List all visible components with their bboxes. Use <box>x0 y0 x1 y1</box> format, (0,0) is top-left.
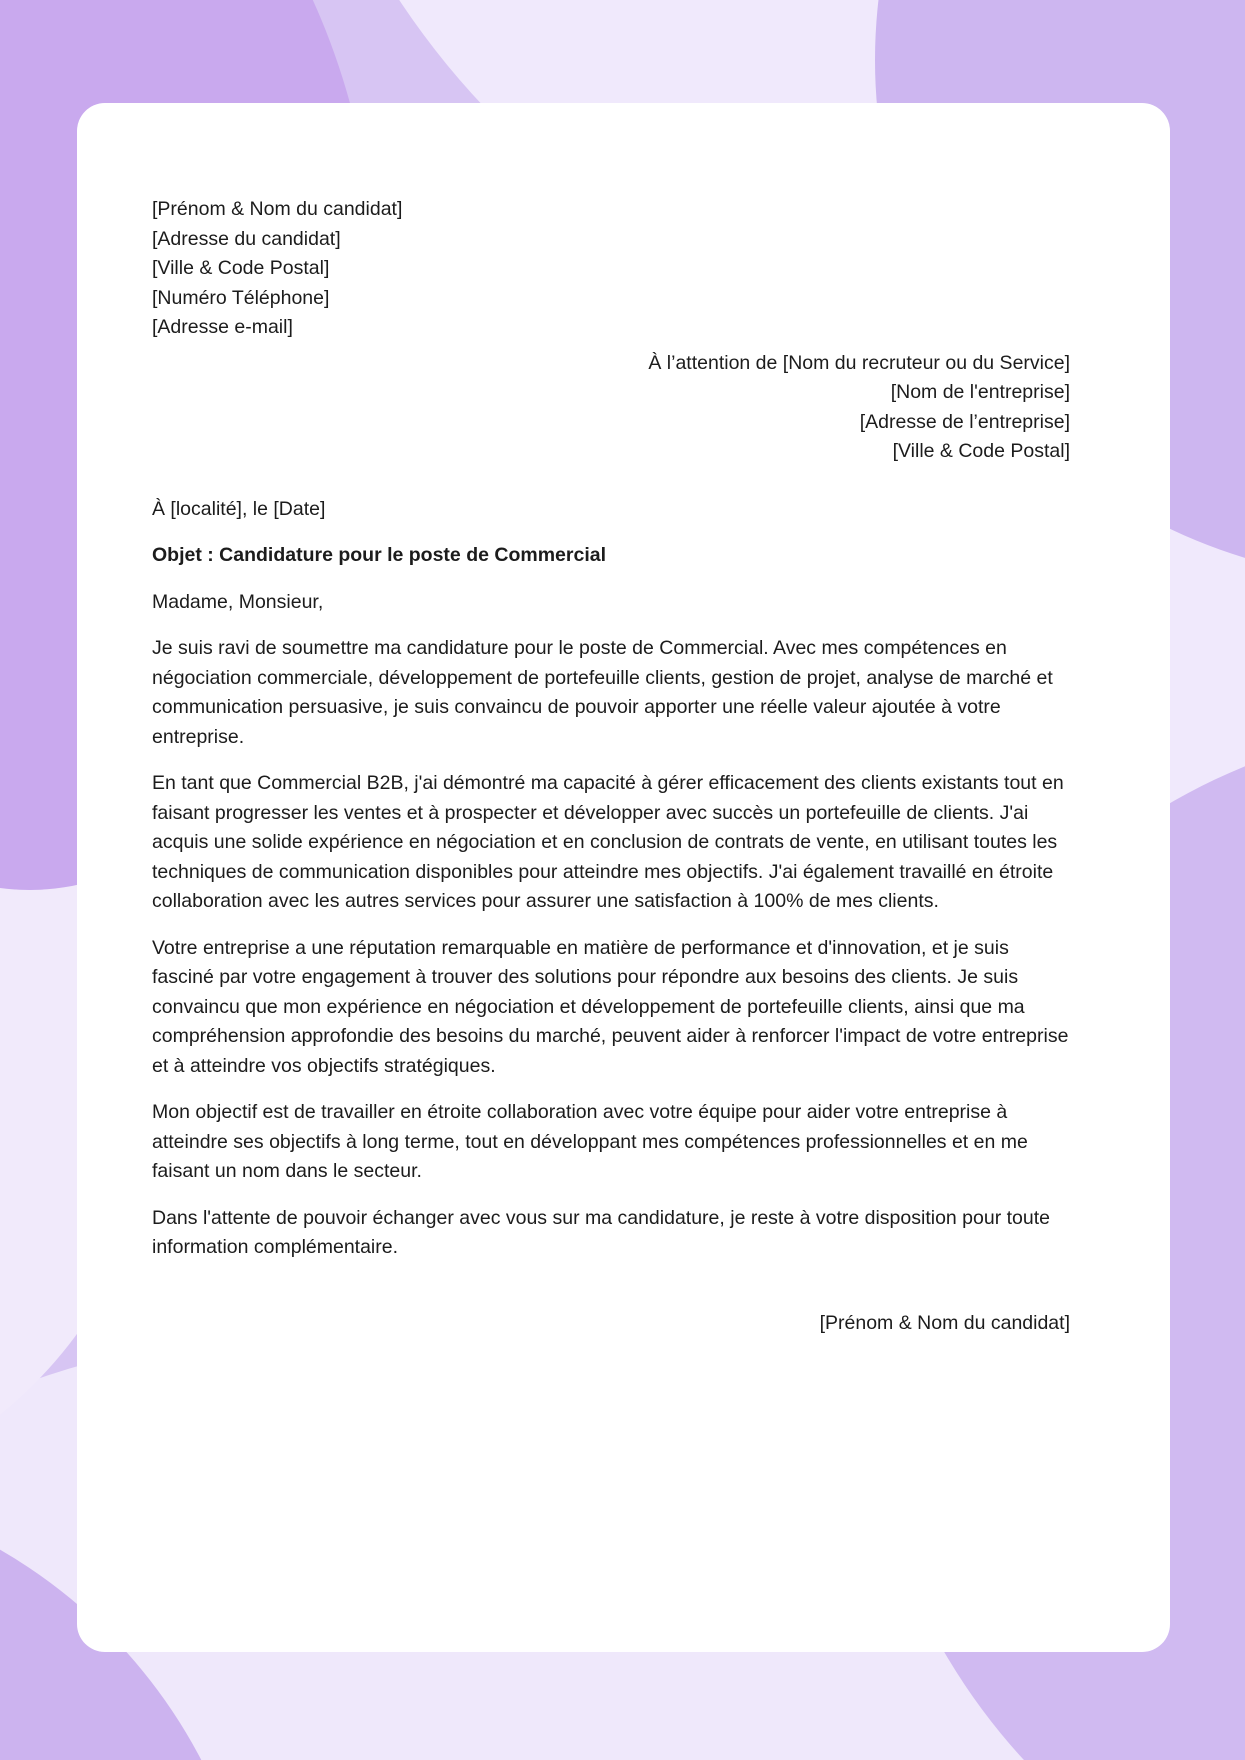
recipient-address-line: [Adresse de l’entreprise] <box>859 410 1070 433</box>
letter-card <box>77 103 1170 1652</box>
paragraph-objective: Mon objectif est de travailler en étroite collaboration avec votre équipe pour aider votre entreprise à atteindre ses objectifs à long terme, tout en développant mes compétences professionnelles et en me faisant un nom dans le secteur. <box>152 1101 1028 1182</box>
sender-address-line: [Adresse du candidat] <box>152 227 341 250</box>
sender-phone-line: [Numéro Téléphone] <box>152 286 330 309</box>
date-line: À [localité], le [Date] <box>152 497 326 520</box>
signature-line: [Prénom & Nom du candidat] <box>819 1311 1070 1334</box>
sender-email-line: [Adresse e-mail] <box>152 316 293 338</box>
recipient-block <box>152 349 1070 467</box>
recipient-city-line: [Ville & Code Postal] <box>892 440 1070 462</box>
sender-block <box>152 195 1070 343</box>
subject-line: Objet : Candidature pour le poste de Commercial <box>152 544 606 566</box>
paragraph-introduction: Je suis ravi de soumettre ma candidature pour le poste de Commercial. Avec mes compétences en négociation commerciale, développement de portefeuille clients, gestion de projet, analyse de marché et communication persuasive, je suis convaincu de pouvoir apporter une réelle valeur ajoutée à votre entreprise. <box>152 637 1053 748</box>
paragraph-experience: En tant que Commercial B2B, j'ai démontré ma capacité à gérer efficacement des clients existants tout en faisant progresser les ventes et à prospecter et développer avec succès un portefeuille de clients. J'ai acquis une solide expérience en négociation et en conclusion de contrats de vente, en utilisant toutes les techniques de communication disponibles pour atteindre mes objectifs. J'ai également travaillé en étroite collaboration avec les autres services pour assurer une satisfaction à 100% de mes clients. <box>152 772 1064 912</box>
sender-city-line: [Ville & Code Postal] <box>152 257 330 279</box>
greeting-line: Madame, Monsieur, <box>152 590 324 613</box>
paragraph-closing: Dans l'attente de pouvoir échanger avec vous sur ma candidature, je reste à votre disposition pour toute information complémentaire. <box>152 1206 1050 1258</box>
recipient-company-line: [Nom de l'entreprise] <box>890 381 1070 403</box>
recipient-attention-line: À l’attention de [Nom du recruteur ou du Service] <box>648 351 1070 374</box>
paragraph-company-fit: Votre entreprise a une réputation remarquable en matière de performance et d'innovation, et je suis fasciné par votre engagement à trouver des solutions pour répondre aux besoins des clients. Je suis convaincu que mon expérience en négociation et développement de portefeuille clients, ainsi que ma compréhension approfondie des besoins du marché, peuvent aider à renforcer l'impact de votre entreprise et à atteindre vos objectifs stratégiques. <box>152 936 1069 1077</box>
sender-name-line: [Prénom & Nom du candidat] <box>152 198 403 220</box>
